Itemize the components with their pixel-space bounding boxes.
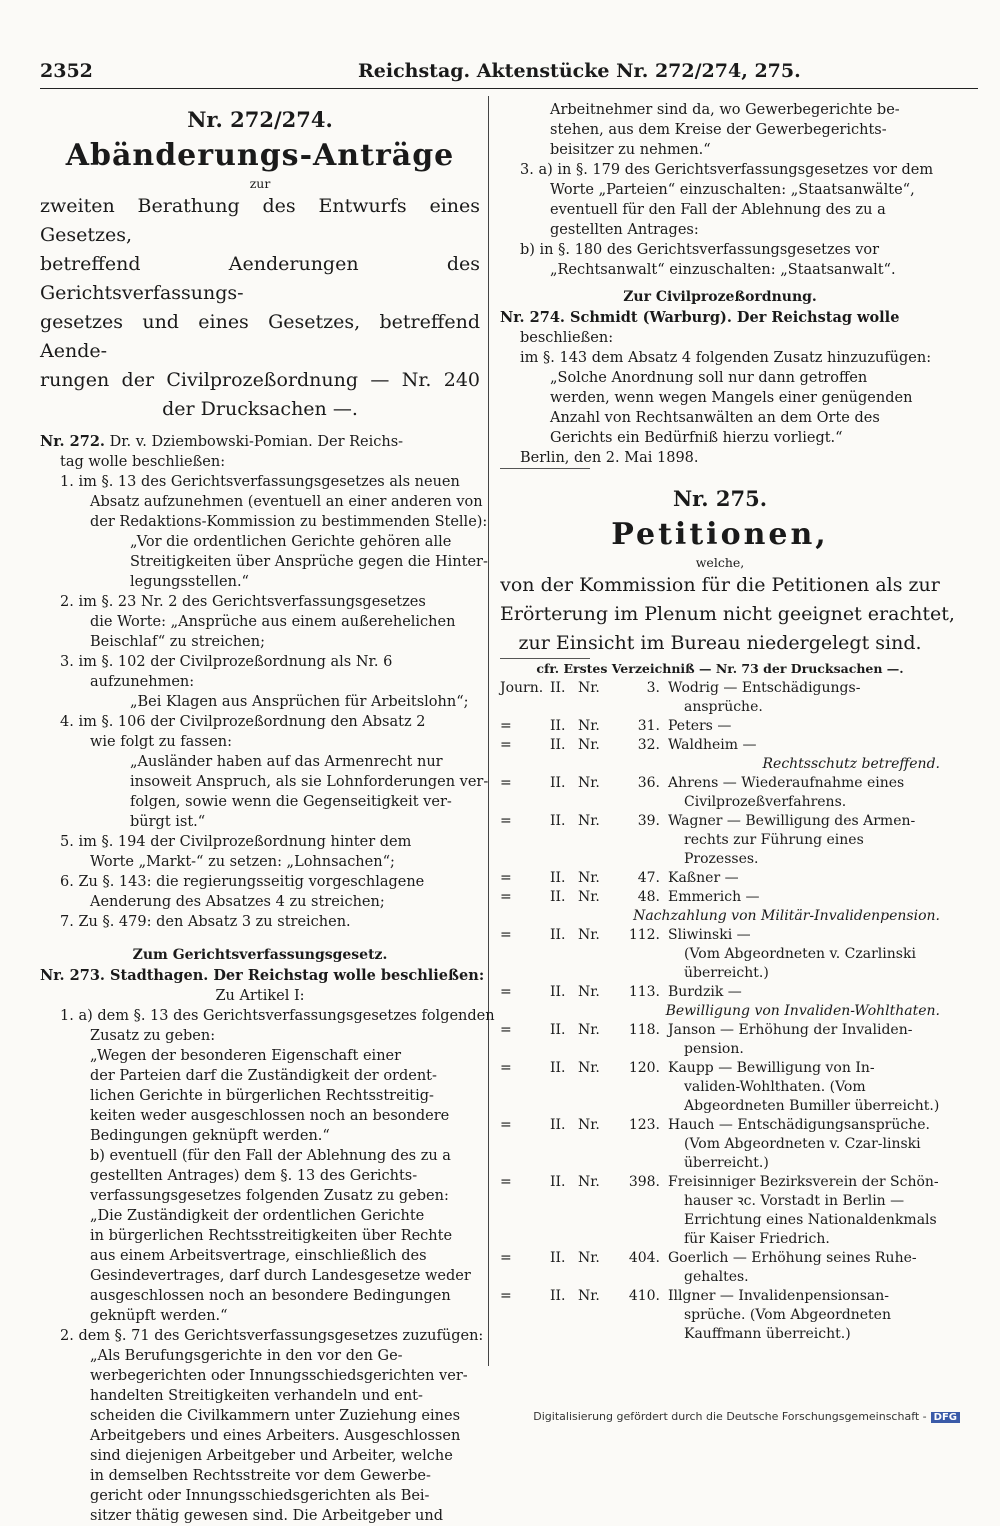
petition-roman: II. [550,1060,566,1076]
petition-roman: II. [550,775,566,791]
section-civilprozessordnung: Zur Civilprozeßordnung. [623,289,817,305]
petition-text-cont: rechts zur Führung eines Prozesses. [684,832,864,867]
motion-273-line: Gesindevertrages, darf durch Landesgesetze weder [90,1268,471,1284]
petition-prefix: = [500,1174,512,1190]
petition-row [500,1116,940,1173]
motion-273-line: sitzer thätig gewesen sind. Die Arbeitgeber und [90,1508,443,1524]
motion-274-line: werden, wenn wegen Mangels einer genügenden [550,390,913,406]
petition-nr: Nr. [578,1288,600,1304]
motion-272-line: folgen, sowie wenn die Gegenseitigkeit ver- [130,794,452,810]
motion-272-line: 6. Zu §. 143: die regierungsseitig vorgeschlagene [60,874,425,890]
petition-row [500,812,940,869]
motion-274-line: beschließen: [520,330,614,346]
petition-text [668,679,940,717]
motion-273-line: 1. a) dem §. 13 des Gerichtsverfassungsgesetzes folgenden [60,1008,495,1024]
petition-number: 3. [646,680,660,696]
motion-272-line: der Redaktions-Kommission zu bestimmenden Stelle): [90,514,488,530]
motion-273-line: aus einem Arbeitsvertrage, einschließlich des [90,1248,427,1264]
running-header [40,60,970,86]
petition-text-cont: validen-Wohlthaten. (Vom Abgeordneten Bumiller überreicht.) [684,1079,940,1114]
motion-272-intro: tag wolle beschließen: [60,454,226,470]
petition-roman: II. [550,737,566,753]
right-column [500,100,955,1344]
motion-273-line: der Parteien darf die Zuständigkeit der ordent- [90,1068,437,1084]
petition-row [500,869,940,888]
petition-nr: Nr. [578,1174,600,1190]
petition-text [668,888,940,907]
footer-credit [533,1410,960,1423]
motion-273-cont-line: b) in §. 180 des Gerichtsverfassungsgesetzes vor [520,242,880,258]
motion-273-cont-line: Worte „Parteien“ einzuschalten: „Staatsanwälte“, [550,182,915,198]
motion-272-line: 4. im §. 106 der Civilprozeßordnung den Absatz 2 [60,714,426,730]
petitionen-subtitle-line: Erörterung im Plenum nicht geeignet erachtet, [500,603,955,625]
column-divider [488,96,489,1366]
zu-artikel-heading: Zu Artikel I: [215,988,305,1004]
petition-text-cont: Civilprozeßverfahrens. [684,794,847,810]
petition-roman: II. [550,984,566,1000]
petition-text [668,1287,940,1344]
petition-text-cont: gehaltes. [684,1269,749,1285]
nr-heading-275: Nr. 275. [672,486,768,511]
petition-prefix: = [500,718,512,734]
petition-prefix: = [500,1060,512,1076]
doc-title: Abänderungs-Anträge [65,138,455,173]
petition-row [500,1173,940,1249]
footer-text: Digitalisierung gefördert durch die Deutsche Forschungsgemeinschaft - [533,1410,927,1423]
motion-273-line: „Die Zuständigkeit der ordentlichen Gerichte [90,1208,425,1224]
motion-274-line: Nr. 274. Schmidt (Warburg). Der Reichstag wolle [500,309,900,326]
petition-text-line: Emmerich — [668,889,760,905]
motion-272 [40,432,480,452]
petition-number: 120. [628,1060,660,1076]
motion-274-line: Anzahl von Rechtsanwälten an dem Orte des [550,410,880,426]
petition-nr: Nr. [578,813,600,829]
motion-273-cont-line: stehen, aus dem Kreise der Gewerbegerichts- [550,122,887,138]
petition-nr: Nr. [578,1250,600,1266]
petitions-table [500,679,940,1344]
petition-text [668,1021,940,1059]
motion-273-line: sind diejenigen Arbeitgeber und Arbeiter, welche [90,1448,453,1464]
motion-272-line: legungsstellen.“ [130,574,249,590]
motion-273-line: in bürgerlichen Rechtsstreitigkeiten über Rechte [90,1228,453,1244]
petition-text-cont: sprüche. (Vom Abgeordneten Kauffmann überreicht.) [684,1307,891,1342]
petition-text [668,1173,940,1249]
motion-273-line: „Als Berufungsgerichte in den vor den Ge- [90,1348,403,1364]
nr-heading-272-274: Nr. 272/274. [187,107,333,132]
motion-272-items [40,472,489,932]
petition-text-line: Sliwinski — [668,927,751,943]
petition-number: 47. [637,870,660,886]
subtitle-line: betreffend Aenderungen des Gerichtsverfassungs- [40,253,480,304]
petition-text-line: Waldheim — [668,737,757,753]
petition-roman: II. [550,1022,566,1038]
petition-text [668,1116,940,1173]
petition-text [668,717,940,736]
petitionen-subtitle-line: zur Einsicht im Bureau niedergelegt sind. [518,632,922,654]
motion-272-line: 1. im §. 13 des Gerichtsverfassungsgesetzes als neuen [60,474,460,490]
petitionen-subtitle-line: von der Kommission für die Petitionen als zur [500,574,940,596]
petition-nr: Nr. [578,1117,600,1133]
petition-text-line: Ahrens — Wiederaufnahme eines [668,775,905,791]
petition-roman: II. [550,680,566,696]
motion-272-line: „Vor die ordentlichen Gerichte gehören alle [130,534,452,550]
petition-nr: Nr. [578,775,600,791]
petition-prefix: = [500,813,512,829]
petition-nr: Nr. [578,984,600,1000]
petition-row [500,1287,940,1344]
motion-272-line: 7. Zu §. 479: den Absatz 3 zu streichen. [60,914,351,930]
petition-text [668,1249,940,1287]
petition-number: 31. [637,718,660,734]
page-number: 2352 [40,60,93,82]
motion-273-continued [500,100,940,280]
brace-note: Bewilligung von Invaliden-Wohlthaten. [665,1003,940,1019]
petition-text-line: Wagner — Bewilligung des Armen- [668,813,916,829]
motion-274 [500,308,940,468]
petition-text-cont: pension. [684,1041,744,1057]
petition-text-line: Wodrig — Entschädigungs- [668,680,861,696]
petition-roman: II. [550,927,566,943]
motion-273-items [40,1006,495,1526]
motion-272-line: wie folgt zu fassen: [90,734,232,750]
motion-273-line: scheiden die Civilkammern unter Zuziehung eines [90,1408,461,1424]
motion-273-line: Arbeitgebers und eines Arbeiters. Ausgeschlossen [90,1428,461,1444]
petition-nr: Nr. [578,927,600,943]
subtitle-line: zweiten Berathung des Entwurfs eines Gesetzes, [40,195,480,246]
petition-number: 404. [628,1250,660,1266]
left-column [40,100,495,1526]
petition-text [668,869,940,888]
petition-text-cont: (Vom Abgeordneten v. Czarlinski überreicht.) [684,946,916,981]
subtitle-line: der Drucksachen —. [162,398,358,420]
petition-row [500,888,940,907]
motion-273-line: Bedingungen geknüpft werden.“ [90,1128,330,1144]
petition-text-cont: (Vom Abgeordneten v. Czar-linski überreicht.) [684,1136,921,1171]
motion-272-line: insoweit Anspruch, als sie Lohnforderungen ver- [130,774,489,790]
petition-text-line: Peters — [668,718,732,734]
petition-roman: II. [550,718,566,734]
petition-nr: Nr. [578,870,600,886]
petition-text-line: Hauch — Entschädigungsansprüche. [668,1117,930,1133]
petition-row [500,926,940,983]
motion-273-cont-line: eventuell für den Fall der Ablehnung des zu a [550,202,886,218]
petition-nr: Nr. [578,889,600,905]
header-rule [40,88,978,89]
motion-274-line: im §. 143 dem Absatz 4 folgenden Zusatz hinzuzufügen: [520,350,932,366]
petition-text-line: Burdzik — [668,984,742,1000]
motion-273-cont-line: Arbeitnehmer sind da, wo Gewerbegerichte be- [550,102,900,118]
brace-note: Nachzahlung von Militär-Invalidenpension. [633,908,940,924]
petition-prefix: = [500,889,512,905]
cfr-line: cfr. Erstes Verzeichniß — Nr. 73 der Drucksachen —. [536,661,904,676]
petition-number: 113. [628,984,660,1000]
petition-prefix: = [500,927,512,943]
welche-label: welche, [695,555,745,570]
petition-row [500,1249,940,1287]
section-gerichtsverfassungsgesetz: Zum Gerichtsverfassungsgesetz. [132,947,388,963]
motion-272-line: 3. im §. 102 der Civilprozeßordnung als Nr. 6 [60,654,393,670]
petition-text-cont: hauser ꝛc. Vorstadt in Berlin — Errichtung eines Nationaldenkmals für Kaiser Friedrich. [684,1193,937,1247]
petition-text-line: Janson — Erhöhung der Invaliden- [668,1022,913,1038]
petition-roman: II. [550,1250,566,1266]
header-title: Reichstag. Aktenstücke Nr. 272/274, 275. [358,60,801,82]
dfg-logo: DFG [931,1412,960,1423]
motion-273-line: werbegerichten oder Innungsschiedsgerichten ver- [90,1368,468,1384]
motion-272-number: Nr. 272. [40,433,105,450]
motion-273-line: keiten weder ausgeschlossen noch an besondere [90,1108,450,1124]
petition-nr: Nr. [578,718,600,734]
petition-nr: Nr. [578,680,600,696]
petition-row [500,774,940,812]
petition-roman: II. [550,870,566,886]
motion-272-line: 5. im §. 194 der Civilprozeßordnung hinter dem [60,834,412,850]
petition-number: 118. [628,1022,660,1038]
motion-273-cont-line: 3. a) in §. 179 des Gerichtsverfassungsgesetzes vor dem [520,162,934,178]
motion-272-line: aufzunehmen: [90,674,195,690]
motion-274-line: „Solche Anordnung soll nur dann getroffen [550,370,868,386]
petition-roman: II. [550,889,566,905]
motion-272-line: Beischlaf“ zu streichen; [90,634,265,650]
petitionen-subtitle [500,571,955,658]
petition-prefix: = [500,737,512,753]
motion-273-line: „Wegen der besonderen Eigenschaft einer [90,1048,402,1064]
subtitle-line: rungen der Civilprozeßordnung — Nr. 240 [40,369,480,391]
brace-note-row [500,1002,940,1021]
petition-prefix: = [500,1288,512,1304]
petition-text-line: Illgner — Invalidenpensionsan- [668,1288,890,1304]
motion-272-line: Absatz aufzunehmen (eventuell an einer anderen von [90,494,483,510]
motion-273-cont-line: „Rechtsanwalt“ einzuschalten: „Staatsanwalt“. [550,262,896,278]
motion-273-line: geknüpft werden.“ [90,1308,228,1324]
petition-roman: II. [550,813,566,829]
petition-nr: Nr. [578,1022,600,1038]
motion-272-mover: Dr. v. Dziembowski-Pomian. Der Reichs- [109,434,404,450]
brace-note-row [500,907,940,926]
brace-note-row [500,755,940,774]
motion-273-line: 2. dem §. 71 des Gerichtsverfassungsgesetzes zuzufügen: [60,1328,484,1344]
motion-273-cont-line: beisitzer zu nehmen.“ [550,142,711,158]
motion-272-line: Streitigkeiten über Ansprüche gegen die Hinter- [130,554,488,570]
petition-number: 398. [628,1174,660,1190]
motion-273-line: Nr. 273. Stadthagen. Der Reichstag wolle beschließen: [40,967,485,984]
petition-roman: II. [550,1288,566,1304]
petition-nr: Nr. [578,737,600,753]
motion-272-line: 2. im §. 23 Nr. 2 des Gerichtsverfassungsgesetzes [60,594,426,610]
petition-row [500,1059,940,1116]
motion-273-line: gericht oder Innungsschiedsgerichten als Bei- [90,1488,430,1504]
petition-text [668,926,940,983]
motion-273-line: ausgeschlossen noch an besondere Bedingungen [90,1288,451,1304]
petition-row [500,717,940,736]
petition-prefix: = [500,870,512,886]
motion-273-line: lichen Gerichte in bürgerlichen Rechtsstreitig- [90,1088,434,1104]
petition-text-line: Goerlich — Erhöhung seines Ruhe- [668,1250,917,1266]
petition-number: 123. [628,1117,660,1133]
petitionen-title: Petitionen, [611,517,829,552]
motion-274-line: Gerichts ein Bedürfniß hierzu vorliegt.“ [550,430,843,446]
petition-text-line: Freisinniger Bezirksverein der Schön- [668,1174,939,1190]
petition-number: 410. [628,1288,660,1304]
motion-273-line: b) eventuell (für den Fall der Ablehnung des zu a [90,1148,451,1164]
motion-273-line: handelten Streitigkeiten verhandeln und ent- [90,1388,423,1404]
zur-label: zur [249,176,271,191]
motion-273-line: Zusatz zu geben: [90,1028,216,1044]
motion-273-line: in demselben Rechtsstreite vor dem Gewerbe- [90,1468,431,1484]
motion-273-cont-line: gestellten Antrages: [550,222,699,238]
petition-text [668,1059,940,1116]
petition-number: 36. [637,775,660,791]
motion-272-line: Worte „Markt-“ zu setzen: „Lohnsachen“; [90,854,395,870]
petition-number: 112. [628,927,660,943]
petition-row [500,1021,940,1059]
motion-273-line: verfassungsgesetzes folgenden Zusatz zu geben: [90,1188,449,1204]
petition-text [668,736,940,755]
petition-prefix: = [500,1117,512,1133]
petition-prefix: = [500,1250,512,1266]
petition-text [668,983,940,1002]
motion-273-line: gestellten Antrages) dem §. 13 des Gerichts- [90,1168,418,1184]
petition-text [668,812,940,869]
petition-roman: II. [550,1174,566,1190]
motion-272-line: bürgt ist.“ [130,814,206,830]
petition-number: 48. [637,889,660,905]
petition-text-cont: ansprüche. [684,699,763,715]
motion-272-line: Aenderung des Absatzes 4 zu streichen; [90,894,385,910]
petition-row [500,679,940,717]
brace-note: Rechtsschutz betreffend. [762,756,940,772]
subtitle-line: gesetzes und eines Gesetzes, betreffend Aende- [40,311,480,362]
petition-number: 39. [637,813,660,829]
petition-roman: II. [550,1117,566,1133]
doc-subtitle [40,192,480,424]
motion-274-line: Berlin, den 2. Mai 1898. [520,450,699,466]
petition-number: 32. [637,737,660,753]
petition-text-line: Kaßner — [668,870,739,886]
petition-prefix: = [500,775,512,791]
motion-272-line: „Bei Klagen aus Ansprüchen für Arbeitslohn“; [130,694,469,710]
petition-row [500,736,940,755]
petition-nr: Nr. [578,1060,600,1076]
petition-prefix: = [500,984,512,1000]
petition-prefix: Journ. [500,680,544,696]
motion-272-line: die Worte: „Ansprüche aus einem außerehelichen [90,614,456,630]
petition-prefix: = [500,1022,512,1038]
motion-272-line: „Ausländer haben auf das Armenrecht nur [130,754,443,770]
petition-text-line: Kaupp — Bewilligung von In- [668,1060,875,1076]
petition-text [668,774,940,812]
petition-row [500,983,940,1002]
separator-rule [500,468,590,469]
